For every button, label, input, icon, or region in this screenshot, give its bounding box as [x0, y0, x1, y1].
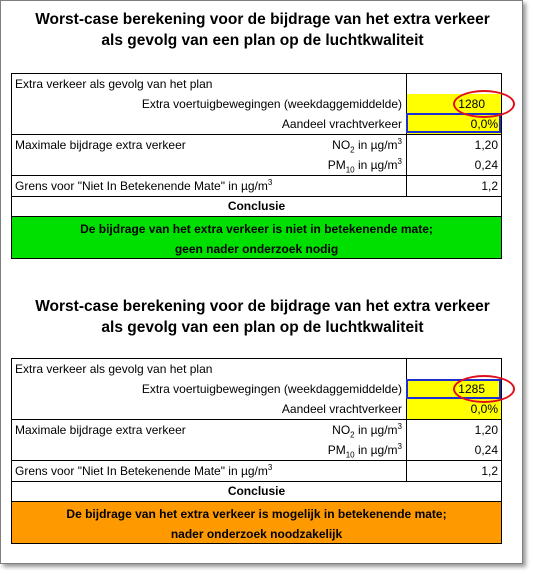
panel2-pm10-value: 0,24 — [406, 440, 501, 460]
panel2-section-label: Extra verkeer als gevolg van het plan — [15, 362, 213, 376]
panel1-table — [11, 73, 502, 259]
panel1-no2-label: $NO_2$ in $\mu g/m^3$ — [332, 137, 402, 155]
panel1-limit-value: 1,2 — [406, 176, 501, 196]
panel1-vehicle-input[interactable]: 1280 — [406, 94, 501, 114]
panel2-title-line1: Worst-case berekening voor de bijdrage van het extra verkeer — [35, 298, 490, 315]
panel1-conclusion-line2: geen nader onderzoek nodig — [174, 242, 339, 256]
panel1-pm10-label: $PM_{10}$ in $\mu g/m^3$ — [327, 157, 402, 175]
panel2-vehicle-row — [12, 379, 501, 399]
panel1-limit-label: Grens voor "Niet In Betekenende Mate" in $\mu g/m^3$ — [15, 178, 273, 193]
panel2-conclusion-title: Conclusie — [12, 482, 501, 502]
panel2-truck-row — [12, 399, 501, 420]
panel1-vehicle-label: Extra voertuigbewegingen (weekdaggemiddelde) — [141, 97, 402, 111]
panel2-pm10-row — [12, 440, 501, 461]
panel2-table — [11, 358, 502, 544]
panel1-vehicle-row — [12, 94, 501, 114]
panel2-conclusion-line1: De bijdrage van het extra verkeer is mogelijk in betekenende mate; — [66, 507, 447, 521]
panel2-title — [1, 296, 524, 338]
panel2-limit-row — [12, 461, 501, 482]
panel1-limit-row — [12, 176, 501, 197]
panel2-conclusion-line2: nader onderzoek noodzakelijk — [170, 527, 343, 541]
panel1-value-annotation-ellipse — [453, 90, 515, 118]
panel2-limit-label: Grens voor "Niet In Betekenende Mate" in $\mu g/m^3$ — [15, 463, 273, 478]
panel1-pm10-value: 0,24 — [406, 155, 501, 175]
panel1-conclusion-line1: De bijdrage van het extra verkeer is niet in betekenende mate; — [80, 222, 433, 236]
panel2-conclusion-box — [12, 502, 501, 543]
panel2-vehicle-label: Extra voertuigbewegingen (weekdaggemiddelde) — [141, 382, 402, 396]
panel1-title — [1, 9, 524, 51]
panel2-vehicle-input[interactable]: 1285 — [406, 379, 501, 399]
panel2-no2-row — [12, 420, 501, 440]
panel1-conclusion-box — [12, 217, 501, 258]
panel1-max-label: Maximale bijdrage extra verkeer — [15, 138, 186, 152]
panel2-truck-input[interactable]: 0,0% — [406, 399, 501, 419]
panel1-title-line1: Worst-case berekening voor de bijdrage van het extra verkeer — [35, 11, 490, 28]
panel2-no2-label: $NO_2$ in $\mu g/m^3$ — [332, 422, 402, 440]
panel2-truck-label: Aandeel vrachtverkeer — [281, 402, 402, 416]
panel1-no2-value: 1,20 — [406, 135, 501, 155]
panel2-limit-value: 1,2 — [406, 461, 501, 481]
panel2-title-line2: als gevolg van een plan op de luchtkwaliteit — [101, 319, 424, 336]
panel1-no2-row — [12, 135, 501, 155]
panel1-section-label: Extra verkeer als gevolg van het plan — [15, 77, 213, 91]
panel1-section-row — [12, 74, 501, 94]
panel1-title-line2: als gevolg van een plan op de luchtkwaliteit — [101, 32, 424, 49]
panel2-value-annotation-ellipse — [453, 375, 515, 403]
panel1-pm10-row — [12, 155, 501, 176]
panel1-conclusion-title: Conclusie — [12, 197, 501, 217]
panel1-truck-input[interactable]: 0,0% — [406, 114, 501, 134]
panel2-max-label: Maximale bijdrage extra verkeer — [15, 423, 186, 437]
panel1-truck-label: Aandeel vrachtverkeer — [281, 117, 402, 131]
panel2-section-row — [12, 359, 501, 379]
panel2-pm10-label: $PM_{10}$ in $\mu g/m^3$ — [327, 442, 402, 460]
panel2-no2-value: 1,20 — [406, 420, 501, 440]
panel1-truck-row — [12, 114, 501, 135]
